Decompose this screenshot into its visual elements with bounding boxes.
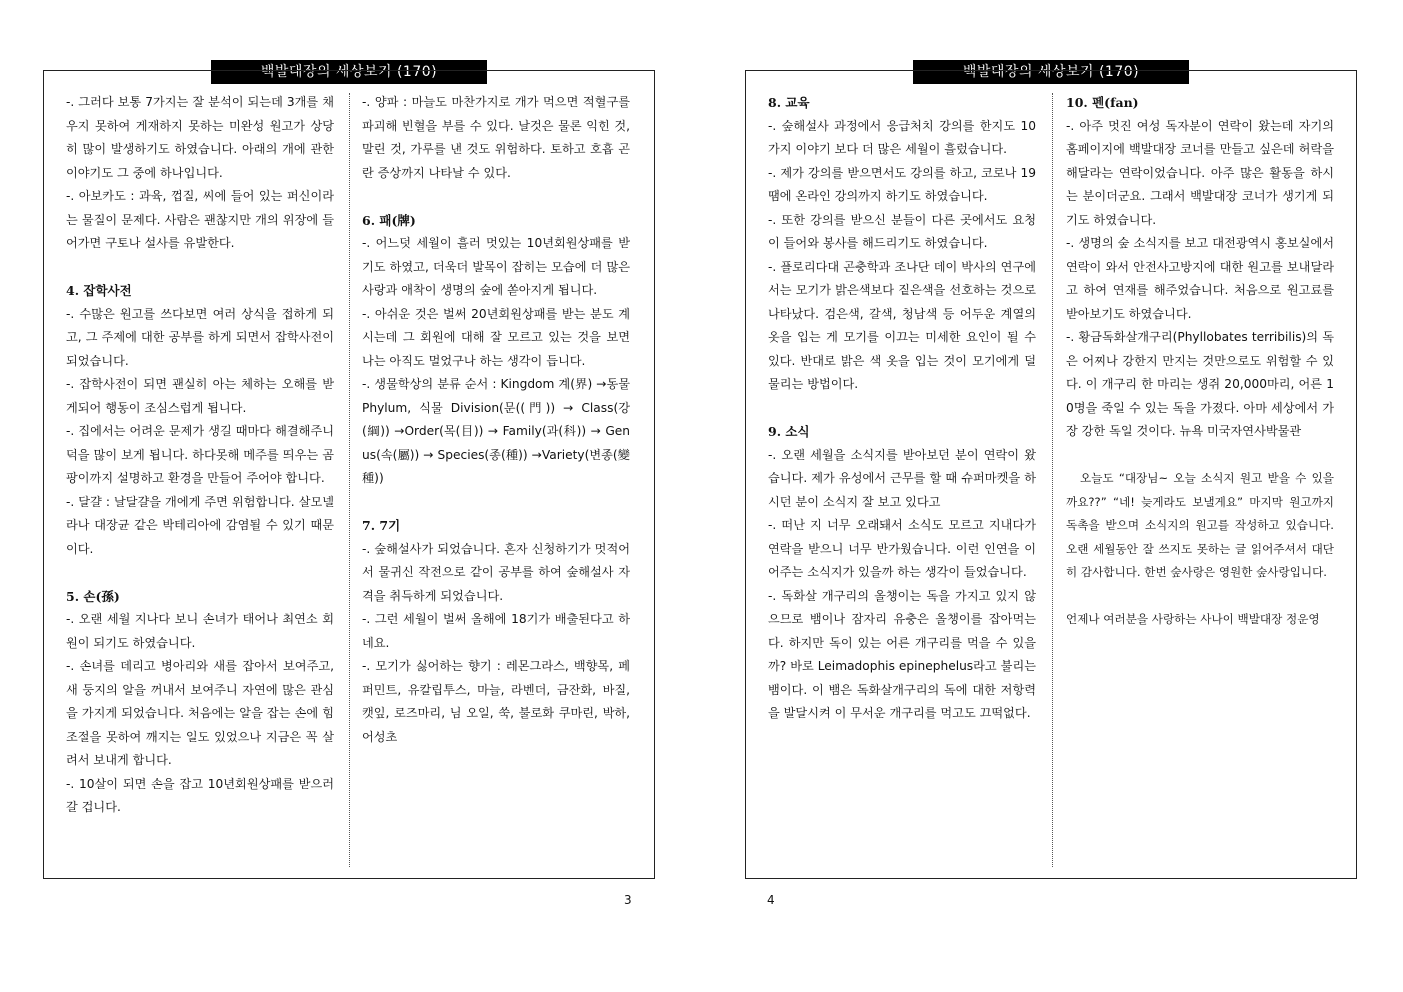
paragraph: -. 떠난 지 너무 오래돼서 소식도 모르고 지내다가 연락을 받으니 너무 반가웠습니다. 이런 인연을 이어주는 소식지가 있을까 하는 생각이 들었습니다. — [768, 518, 1036, 579]
section-heading-9: 9. 소식 — [768, 424, 810, 439]
paragraph: -. 제가 강의를 받으면서도 강의를 하고, 코로나 19 땜에 온라인 강의까지 하기도 하였습니다. — [768, 165, 1036, 203]
paragraph: -. 또한 강의를 받으신 분들이 다른 곳에서도 요청이 들어와 봉사를 해드리기도 하였습니다. — [768, 212, 1036, 250]
paragraph: -. 아쉬운 것은 벌써 20년회원상패를 받는 분도 계시는데 그 회원에 대해 잘 모르고 있는 것을 보면 나는 아직도 멀었구나 하는 생각이 듭니다. — [362, 306, 630, 368]
page-number-right: 4 — [767, 893, 775, 907]
paragraph: -. 플로리다대 곤충학과 조나단 데이 박사의 연구에서는 모기가 밝은색보다 짙은색을 선호하는 것으로 나타났다. 검은색, 갈색, 청남색 등 어두운 계열의 옷을 입는 게 모기를 이끄는 미세한 요인이 될 수 있다. 반대로 밝은 색 옷을 입는 것이 모기에게 덜 물리는 방법이다. — [768, 259, 1036, 391]
left-page-column-1 — [66, 91, 334, 820]
paragraph: -. 아주 멋진 여성 독자분이 연락이 왔는데 자기의 홈페이지에 백발대장 코너를 만들고 싶은데 허락을 해달라는 연락이었습니다. 아주 많은 활동을 하시는 분이더군요. 그래서 백발대장 코너가 생기게 되기도 하였습니다. — [1066, 118, 1334, 227]
right-page-column-2 — [1066, 91, 1334, 632]
left-page-column-2 — [362, 91, 630, 749]
section-heading-8: 8. 교육 — [768, 95, 810, 110]
paragraph: -. 손녀를 데리고 병아리와 새를 잡아서 보여주고, 새 둥지의 알을 꺼내서 보여주니 자연에 많은 관심을 가지게 되었습니다. 처음에는 알을 잡는 손에 힘 조절을 못하여 깨지는 일도 있었으나 지금은 꼭 살려서 보내게 합니다. — [66, 659, 334, 767]
section-heading-5: 5. 손(孫) — [66, 588, 120, 604]
paragraph: -. 생물학상의 분류 순서 : Kingdom 계(界) →동물 Phylum, 식물 Division(문((門)) → Class(강(綱)) →Order(목(目)) → Family(과(科)) → Genus(속(屬)) → Species(종(種)) →Variety(변종(變種)) — [362, 377, 630, 485]
paragraph: -. 그러다 보통 7가지는 잘 분석이 되는데 3개를 채우지 못하여 게재하지 못하는 미완성 원고가 상당히 많이 발생하기도 하였습니다. 아래의 개에 관한 이야기도 그 중에 하나입니다. — [66, 95, 334, 180]
paragraph: -. 황금독화살개구리(Phyllobates terribilis)의 독은 어찌나 강한지 만지는 것만으로도 위험할 수 있다. 이 개구리 한 마리는 생쥐 20,000마리, 어른 10명을 죽일 수 있는 독을 가졌다. 아마 세상에서 가장 강한 독일 것이다. 뉴욕 미국자연사박물관 — [1066, 330, 1334, 438]
section-heading-6: 6. 패(牌) — [362, 212, 416, 228]
left-page-frame — [43, 70, 655, 879]
paragraph: -. 모기가 싫어하는 향기 : 레몬그라스, 백향목, 페퍼민트, 유칼립투스, 마늘, 라벤더, 금잔화, 바질, 캣잎, 로즈마리, 님 오일, 쑥, 불로화 쿠마린, 박하, 어성초 — [362, 659, 630, 744]
closing-note: 오늘도 “대장님~ 오늘 소식지 원고 받을 수 있을까요??” “네! 늦게라도 보낼게요” 마지막 원고까지 독촉을 받으며 소식지의 원고를 작성하고 있습니다. 오랜 세월동안 잘 쓰지도 못하는 글 읽어주셔서 대단히 감사합니다. 한번 숲사랑은 영원한 숲사랑입니다. — [1066, 471, 1334, 579]
page-header-banner-left: 백발대장의 세상보기 (170) — [211, 60, 487, 84]
paragraph: -. 달걀 : 날달걀을 개에게 주면 위험합니다. 살모넬라나 대장균 같은 박테리아에 감염될 수 있기 때문이다. — [66, 494, 334, 556]
paragraph: -. 생명의 숲 소식지를 보고 대전광역시 홍보실에서 연락이 와서 안전사고방지에 대한 원고를 보내달라고 하여 연재를 해주었습니다. 처음으로 원고료를 받아보기도 하였습니다. — [1066, 236, 1334, 321]
signature-line: 언제나 여러분을 사랑하는 사나이 백발대장 정운영 — [1066, 612, 1320, 626]
column-divider — [1052, 93, 1053, 867]
section-heading-4: 4. 잡학사전 — [66, 283, 132, 298]
paragraph: -. 수많은 원고를 쓰다보면 여러 상식을 접하게 되고, 그 주제에 대한 공부를 하게 되면서 잡학사전이 되었습니다. — [66, 306, 334, 368]
paragraph: -. 잡학사전이 되면 괜실히 아는 체하는 오해를 받게되어 행동이 조심스럽게 됩니다. — [66, 377, 334, 415]
section-heading-10: 10. 펜(fan) — [1066, 95, 1139, 110]
paragraph: -. 양파 : 마늘도 마찬가지로 개가 먹으면 적혈구를 파괴해 빈혈을 부를 수 있다. 날것은 물론 익힌 것, 말린 것, 가루를 낸 것도 위험하다. 토하고 호흡 곤란 증상까지 나타날 수 있다. — [362, 95, 630, 180]
paragraph: -. 오랜 세월을 소식지를 받아보던 분이 연락이 왔습니다. 제가 유성에서 근무를 할 때 슈퍼마켓을 하시던 분이 소식지 잘 보고 있다고 — [768, 447, 1036, 509]
paragraph: -. 집에서는 어려운 문제가 생길 때마다 해결해주니 덕을 많이 보게 됩니다. 하다못해 메주를 띄우는 곰팡이까지 설명하고 환경을 만들어 주어야 합니다. — [66, 424, 334, 485]
paragraph: -. 10살이 되면 손을 잡고 10년회원상패를 받으러 갈 겁니다. — [66, 776, 334, 814]
paragraph: -. 숲해설사가 되었습니다. 혼자 신청하기가 멋적어서 물귀신 작전으로 같이 공부를 하여 숲해설사 자격을 취득하게 되었습니다. — [362, 541, 630, 603]
paragraph: -. 독화살 개구리의 올챙이는 독을 가지고 있지 않으므로 뱀이나 잠자리 유충은 올챙이를 잡아먹는다. 하지만 독이 있는 어른 개구리를 먹을 수 있을까? 바로 Leimadophis epinephelus라고 불리는 뱀이다. 이 뱀은 독화살개구리의 독에 대한 저항력을 발달시켜 이 무서운 개구리를 먹고도 끄떡없다. — [768, 588, 1036, 720]
column-divider — [349, 93, 350, 867]
right-page-frame — [745, 70, 1357, 879]
paragraph: -. 어느덧 세월이 흘러 멋있는 10년회원상패를 받기도 하였고, 더욱더 발목이 잡히는 모습에 더 많은 사랑과 애착이 생명의 숲에 쏟아지게 됩니다. — [362, 236, 630, 297]
paragraph: -. 숲해설사 과정에서 응급처치 강의를 한지도 10가지 이야기 보다 더 많은 세월이 흘렀습니다. — [768, 118, 1036, 156]
paragraph: -. 오랜 세월 지나다 보니 손녀가 태어나 최연소 회원이 되기도 하였습니다. — [66, 612, 334, 650]
paragraph: -. 그런 세월이 벌써 올해에 18기가 배출된다고 하네요. — [362, 612, 630, 650]
paragraph: -. 아보카도 : 과육, 껍질, 씨에 들어 있는 퍼신이라는 물질이 문제다. 사람은 괜찮지만 개의 위장에 들어가면 구토나 설사를 유발한다. — [66, 189, 334, 250]
page-header-banner-right: 백발대장의 세상보기 (170) — [913, 60, 1189, 84]
page-number-left: 3 — [624, 893, 632, 907]
section-heading-7: 7. 7기 — [362, 518, 401, 533]
right-page-column-1 — [768, 91, 1036, 726]
